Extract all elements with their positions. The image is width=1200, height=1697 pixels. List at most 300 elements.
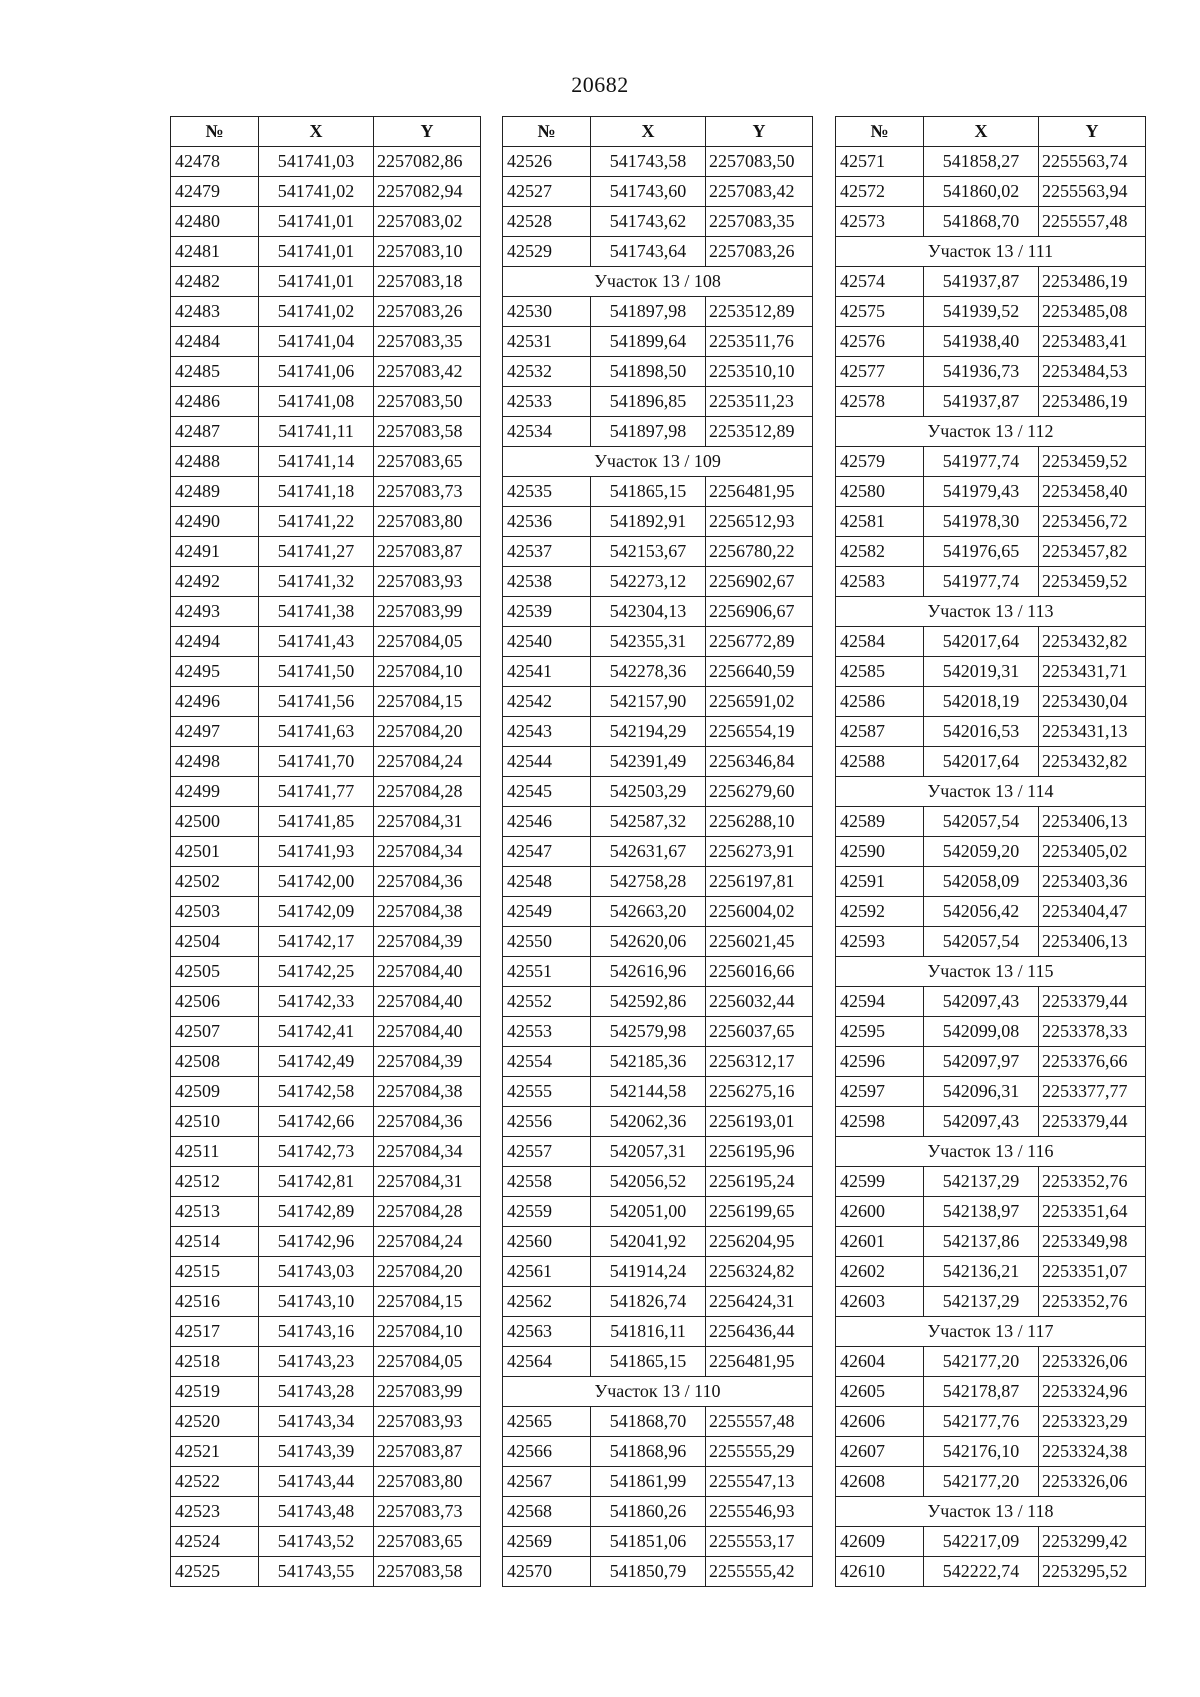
section-title: Участок 13 / 110 — [503, 1377, 813, 1407]
table-row — [836, 867, 1146, 897]
table-row — [503, 717, 813, 747]
x-coordinate-cell: 541868,70 — [591, 1407, 706, 1437]
y-coordinate-cell: 2253324,96 — [1039, 1377, 1146, 1407]
x-coordinate-cell: 541868,70 — [924, 207, 1039, 237]
x-coordinate-cell: 542758,28 — [591, 867, 706, 897]
point-number-cell: 42600 — [836, 1197, 924, 1227]
point-number-cell: 42519 — [171, 1377, 259, 1407]
table-row — [836, 1257, 1146, 1287]
x-coordinate-cell: 542138,97 — [924, 1197, 1039, 1227]
table-row — [836, 837, 1146, 867]
point-number-cell: 42559 — [503, 1197, 591, 1227]
y-coordinate-cell: 2257084,20 — [374, 717, 481, 747]
y-coordinate-cell: 2253379,44 — [1039, 987, 1146, 1017]
table-row — [503, 597, 813, 627]
table-row — [171, 177, 481, 207]
table-row — [836, 327, 1146, 357]
point-number-cell: 42524 — [171, 1527, 259, 1557]
x-coordinate-cell: 541743,10 — [259, 1287, 374, 1317]
x-coordinate-cell: 542177,20 — [924, 1467, 1039, 1497]
point-number-cell: 42575 — [836, 297, 924, 327]
table-row — [503, 1497, 813, 1527]
point-number-cell: 42579 — [836, 447, 924, 477]
point-number-cell: 42511 — [171, 1137, 259, 1167]
point-number-cell: 42501 — [171, 837, 259, 867]
point-number-cell: 42485 — [171, 357, 259, 387]
x-coordinate-cell: 542631,67 — [591, 837, 706, 867]
header-number: № — [503, 117, 591, 147]
table-row — [503, 1467, 813, 1497]
point-number-cell: 42557 — [503, 1137, 591, 1167]
x-coordinate-cell: 541938,40 — [924, 327, 1039, 357]
x-coordinate-cell: 542194,29 — [591, 717, 706, 747]
y-coordinate-cell: 2257084,38 — [374, 1077, 481, 1107]
point-number-cell: 42528 — [503, 207, 591, 237]
y-coordinate-cell: 2257084,40 — [374, 957, 481, 987]
x-coordinate-cell: 541741,08 — [259, 387, 374, 417]
table-row — [171, 837, 481, 867]
point-number-cell: 42594 — [836, 987, 924, 1017]
point-number-cell: 42560 — [503, 1227, 591, 1257]
y-coordinate-cell: 2253483,41 — [1039, 327, 1146, 357]
table-row — [171, 1497, 481, 1527]
point-number-cell: 42516 — [171, 1287, 259, 1317]
section-title: Участок 13 / 113 — [836, 597, 1146, 627]
x-coordinate-cell: 542663,20 — [591, 897, 706, 927]
x-coordinate-cell: 542391,49 — [591, 747, 706, 777]
x-coordinate-cell: 541742,00 — [259, 867, 374, 897]
table-row — [503, 687, 813, 717]
table-row — [503, 537, 813, 567]
table-row — [836, 1167, 1146, 1197]
point-number-cell: 42520 — [171, 1407, 259, 1437]
x-coordinate-cell: 542273,12 — [591, 567, 706, 597]
header-x: X — [924, 117, 1039, 147]
x-coordinate-cell: 541976,65 — [924, 537, 1039, 567]
table-row — [836, 657, 1146, 687]
x-coordinate-cell: 542062,36 — [591, 1107, 706, 1137]
point-number-cell: 42546 — [503, 807, 591, 837]
x-coordinate-cell: 542579,98 — [591, 1017, 706, 1047]
point-number-cell: 42518 — [171, 1347, 259, 1377]
y-coordinate-cell: 2253323,29 — [1039, 1407, 1146, 1437]
point-number-cell: 42563 — [503, 1317, 591, 1347]
y-coordinate-cell: 2257084,10 — [374, 657, 481, 687]
header-number: № — [171, 117, 259, 147]
x-coordinate-cell: 542157,90 — [591, 687, 706, 717]
point-number-cell: 42491 — [171, 537, 259, 567]
x-coordinate-cell: 541979,43 — [924, 477, 1039, 507]
x-coordinate-cell: 541892,91 — [591, 507, 706, 537]
y-coordinate-cell: 2253349,98 — [1039, 1227, 1146, 1257]
table-row — [171, 447, 481, 477]
x-coordinate-cell: 541741,04 — [259, 327, 374, 357]
table-row — [171, 207, 481, 237]
table-row — [171, 867, 481, 897]
point-number-cell: 42478 — [171, 147, 259, 177]
x-coordinate-cell: 541741,63 — [259, 717, 374, 747]
x-coordinate-cell: 541743,16 — [259, 1317, 374, 1347]
y-coordinate-cell: 2255557,48 — [706, 1407, 813, 1437]
point-number-cell: 42595 — [836, 1017, 924, 1047]
y-coordinate-cell: 2253510,10 — [706, 357, 813, 387]
point-number-cell: 42591 — [836, 867, 924, 897]
header-y: Y — [374, 117, 481, 147]
x-coordinate-cell: 541741,03 — [259, 147, 374, 177]
table-row — [171, 417, 481, 447]
point-number-cell: 42494 — [171, 627, 259, 657]
table-row — [171, 597, 481, 627]
y-coordinate-cell: 2257084,24 — [374, 1227, 481, 1257]
y-coordinate-cell: 2257084,40 — [374, 1017, 481, 1047]
y-coordinate-cell: 2253351,64 — [1039, 1197, 1146, 1227]
y-coordinate-cell: 2257083,42 — [374, 357, 481, 387]
point-number-cell: 42548 — [503, 867, 591, 897]
table-row — [503, 927, 813, 957]
y-coordinate-cell: 2255563,94 — [1039, 177, 1146, 207]
table-row — [503, 1137, 813, 1167]
y-coordinate-cell: 2257083,58 — [374, 417, 481, 447]
x-coordinate-cell: 541743,34 — [259, 1407, 374, 1437]
y-coordinate-cell: 2253430,04 — [1039, 687, 1146, 717]
point-number-cell: 42498 — [171, 747, 259, 777]
y-coordinate-cell: 2257084,20 — [374, 1257, 481, 1287]
x-coordinate-cell: 541742,58 — [259, 1077, 374, 1107]
x-coordinate-cell: 542616,96 — [591, 957, 706, 987]
table-row — [171, 777, 481, 807]
table-row — [503, 327, 813, 357]
x-coordinate-cell: 542503,29 — [591, 777, 706, 807]
x-coordinate-cell: 541937,87 — [924, 267, 1039, 297]
point-number-cell: 42531 — [503, 327, 591, 357]
table-row — [503, 1347, 813, 1377]
x-coordinate-cell: 541743,39 — [259, 1437, 374, 1467]
x-coordinate-cell: 541743,60 — [591, 177, 706, 207]
table-row — [171, 387, 481, 417]
y-coordinate-cell: 2253486,19 — [1039, 387, 1146, 417]
y-coordinate-cell: 2257083,99 — [374, 597, 481, 627]
point-number-cell: 42570 — [503, 1557, 591, 1587]
table-row — [503, 837, 813, 867]
x-coordinate-cell: 542097,97 — [924, 1047, 1039, 1077]
x-coordinate-cell: 542185,36 — [591, 1047, 706, 1077]
y-coordinate-cell: 2256481,95 — [706, 477, 813, 507]
x-coordinate-cell: 541816,11 — [591, 1317, 706, 1347]
table-header-row — [171, 117, 481, 147]
x-coordinate-cell: 541897,98 — [591, 417, 706, 447]
table-row — [503, 357, 813, 387]
section-row — [503, 1377, 813, 1407]
y-coordinate-cell: 2257082,94 — [374, 177, 481, 207]
y-coordinate-cell: 2253511,23 — [706, 387, 813, 417]
x-coordinate-cell: 541741,18 — [259, 477, 374, 507]
x-coordinate-cell: 541742,66 — [259, 1107, 374, 1137]
x-coordinate-cell: 541741,22 — [259, 507, 374, 537]
y-coordinate-cell: 2253432,82 — [1039, 747, 1146, 777]
x-coordinate-cell: 541743,48 — [259, 1497, 374, 1527]
table-row — [503, 1287, 813, 1317]
header-x: X — [259, 117, 374, 147]
y-coordinate-cell: 2256288,10 — [706, 807, 813, 837]
point-number-cell: 42599 — [836, 1167, 924, 1197]
y-coordinate-cell: 2253376,66 — [1039, 1047, 1146, 1077]
point-number-cell: 42556 — [503, 1107, 591, 1137]
table-row — [171, 1347, 481, 1377]
table-row — [503, 807, 813, 837]
point-number-cell: 42523 — [171, 1497, 259, 1527]
y-coordinate-cell: 2257083,80 — [374, 1467, 481, 1497]
x-coordinate-cell: 542018,19 — [924, 687, 1039, 717]
point-number-cell: 42481 — [171, 237, 259, 267]
x-coordinate-cell: 541743,44 — [259, 1467, 374, 1497]
table-row — [836, 267, 1146, 297]
section-row — [836, 237, 1146, 267]
x-coordinate-cell: 541742,89 — [259, 1197, 374, 1227]
table-row — [171, 1287, 481, 1317]
table-row — [503, 567, 813, 597]
x-coordinate-cell: 541742,09 — [259, 897, 374, 927]
table-row — [503, 1107, 813, 1137]
table-row — [503, 1197, 813, 1227]
y-coordinate-cell: 2253406,13 — [1039, 807, 1146, 837]
x-coordinate-cell: 542177,20 — [924, 1347, 1039, 1377]
y-coordinate-cell: 2253431,71 — [1039, 657, 1146, 687]
table-row — [836, 1347, 1146, 1377]
table-row — [836, 1077, 1146, 1107]
point-number-cell: 42583 — [836, 567, 924, 597]
y-coordinate-cell: 2255557,48 — [1039, 207, 1146, 237]
y-coordinate-cell: 2253379,44 — [1039, 1107, 1146, 1137]
table-row — [836, 687, 1146, 717]
table-row — [503, 1047, 813, 1077]
point-number-cell: 42515 — [171, 1257, 259, 1287]
table-row — [171, 627, 481, 657]
table-row — [171, 147, 481, 177]
y-coordinate-cell: 2255555,42 — [706, 1557, 813, 1587]
point-number-cell: 42573 — [836, 207, 924, 237]
x-coordinate-cell: 541851,06 — [591, 1527, 706, 1557]
y-coordinate-cell: 2257083,26 — [706, 237, 813, 267]
y-coordinate-cell: 2253486,19 — [1039, 267, 1146, 297]
point-number-cell: 42509 — [171, 1077, 259, 1107]
point-number-cell: 42597 — [836, 1077, 924, 1107]
x-coordinate-cell: 542017,64 — [924, 747, 1039, 777]
page-number: 20682 — [571, 72, 629, 97]
table-row — [171, 1017, 481, 1047]
point-number-cell: 42551 — [503, 957, 591, 987]
table-row — [836, 207, 1146, 237]
table-row — [503, 1407, 813, 1437]
x-coordinate-cell: 542017,64 — [924, 627, 1039, 657]
x-coordinate-cell: 541741,01 — [259, 267, 374, 297]
x-coordinate-cell: 541896,85 — [591, 387, 706, 417]
table-row — [171, 1557, 481, 1587]
point-number-cell: 42604 — [836, 1347, 924, 1377]
y-coordinate-cell: 2257083,87 — [374, 1437, 481, 1467]
table-row — [171, 1407, 481, 1437]
point-number-cell: 42558 — [503, 1167, 591, 1197]
table-row — [171, 1167, 481, 1197]
table-row — [171, 657, 481, 687]
point-number-cell: 42549 — [503, 897, 591, 927]
point-number-cell: 42593 — [836, 927, 924, 957]
point-number-cell: 42493 — [171, 597, 259, 627]
y-coordinate-cell: 2255555,29 — [706, 1437, 813, 1467]
point-number-cell: 42553 — [503, 1017, 591, 1047]
table-row — [503, 867, 813, 897]
x-coordinate-cell: 541850,79 — [591, 1557, 706, 1587]
x-coordinate-cell: 542016,53 — [924, 717, 1039, 747]
point-number-cell: 42601 — [836, 1227, 924, 1257]
y-coordinate-cell: 2256481,95 — [706, 1347, 813, 1377]
point-number-cell: 42543 — [503, 717, 591, 747]
x-coordinate-cell: 541742,33 — [259, 987, 374, 1017]
table-row — [171, 1227, 481, 1257]
x-coordinate-cell: 541742,41 — [259, 1017, 374, 1047]
y-coordinate-cell: 2255546,93 — [706, 1497, 813, 1527]
table-row — [503, 657, 813, 687]
table-row — [171, 1047, 481, 1077]
y-coordinate-cell: 2253326,06 — [1039, 1467, 1146, 1497]
x-coordinate-cell: 541741,01 — [259, 207, 374, 237]
table-row — [171, 747, 481, 777]
y-coordinate-cell: 2257084,31 — [374, 807, 481, 837]
table-row — [836, 537, 1146, 567]
section-title: Участок 13 / 109 — [503, 447, 813, 477]
point-number-cell: 42569 — [503, 1527, 591, 1557]
y-coordinate-cell: 2253457,82 — [1039, 537, 1146, 567]
x-coordinate-cell: 541742,96 — [259, 1227, 374, 1257]
x-coordinate-cell: 542099,08 — [924, 1017, 1039, 1047]
coordinates-table-1 — [170, 116, 481, 1587]
point-number-cell: 42479 — [171, 177, 259, 207]
point-number-cell: 42609 — [836, 1527, 924, 1557]
point-number-cell: 42607 — [836, 1437, 924, 1467]
x-coordinate-cell: 541743,23 — [259, 1347, 374, 1377]
x-coordinate-cell: 542592,86 — [591, 987, 706, 1017]
y-coordinate-cell: 2256346,84 — [706, 747, 813, 777]
x-coordinate-cell: 541742,81 — [259, 1167, 374, 1197]
y-coordinate-cell: 2256195,96 — [706, 1137, 813, 1167]
y-coordinate-cell: 2255563,74 — [1039, 147, 1146, 177]
y-coordinate-cell: 2257084,36 — [374, 867, 481, 897]
x-coordinate-cell: 541741,70 — [259, 747, 374, 777]
x-coordinate-cell: 542097,43 — [924, 987, 1039, 1017]
y-coordinate-cell: 2255553,17 — [706, 1527, 813, 1557]
table-row — [171, 807, 481, 837]
point-number-cell: 42568 — [503, 1497, 591, 1527]
y-coordinate-cell: 2257083,99 — [374, 1377, 481, 1407]
x-coordinate-cell: 541860,02 — [924, 177, 1039, 207]
y-coordinate-cell: 2253431,13 — [1039, 717, 1146, 747]
y-coordinate-cell: 2253485,08 — [1039, 297, 1146, 327]
y-coordinate-cell: 2253377,77 — [1039, 1077, 1146, 1107]
point-number-cell: 42488 — [171, 447, 259, 477]
y-coordinate-cell: 2257084,39 — [374, 927, 481, 957]
y-coordinate-cell: 2257083,18 — [374, 267, 481, 297]
table-row — [171, 537, 481, 567]
y-coordinate-cell: 2257083,50 — [706, 147, 813, 177]
section-row — [836, 777, 1146, 807]
table-row — [836, 507, 1146, 537]
x-coordinate-cell: 542176,10 — [924, 1437, 1039, 1467]
y-coordinate-cell: 2253295,52 — [1039, 1557, 1146, 1587]
y-coordinate-cell: 2257083,58 — [374, 1557, 481, 1587]
x-coordinate-cell: 542217,09 — [924, 1527, 1039, 1557]
y-coordinate-cell: 2256032,44 — [706, 987, 813, 1017]
x-coordinate-cell: 541741,93 — [259, 837, 374, 867]
coordinates-table-2 — [502, 116, 813, 1587]
x-coordinate-cell: 541741,50 — [259, 657, 374, 687]
y-coordinate-cell: 2257084,34 — [374, 837, 481, 867]
table-row — [171, 1527, 481, 1557]
point-number-cell: 42527 — [503, 177, 591, 207]
x-coordinate-cell: 542620,06 — [591, 927, 706, 957]
point-number-cell: 42592 — [836, 897, 924, 927]
y-coordinate-cell: 2256004,02 — [706, 897, 813, 927]
point-number-cell: 42596 — [836, 1047, 924, 1077]
x-coordinate-cell: 542137,86 — [924, 1227, 1039, 1257]
table-row — [503, 627, 813, 657]
point-number-cell: 42581 — [836, 507, 924, 537]
y-coordinate-cell: 2257083,93 — [374, 567, 481, 597]
point-number-cell: 42574 — [836, 267, 924, 297]
table-row — [503, 207, 813, 237]
x-coordinate-cell: 541865,15 — [591, 477, 706, 507]
point-number-cell: 42572 — [836, 177, 924, 207]
y-coordinate-cell: 2256279,60 — [706, 777, 813, 807]
y-coordinate-cell: 2257084,05 — [374, 1347, 481, 1377]
point-number-cell: 42602 — [836, 1257, 924, 1287]
x-coordinate-cell: 541936,73 — [924, 357, 1039, 387]
table-row — [836, 147, 1146, 177]
x-coordinate-cell: 541742,73 — [259, 1137, 374, 1167]
table-row — [503, 297, 813, 327]
y-coordinate-cell: 2257084,05 — [374, 627, 481, 657]
table-row — [836, 1557, 1146, 1587]
x-coordinate-cell: 542057,31 — [591, 1137, 706, 1167]
table-row — [836, 987, 1146, 1017]
table-row — [836, 1017, 1146, 1047]
point-number-cell: 42562 — [503, 1287, 591, 1317]
point-number-cell: 42502 — [171, 867, 259, 897]
x-coordinate-cell: 541898,50 — [591, 357, 706, 387]
x-coordinate-cell: 541977,74 — [924, 447, 1039, 477]
point-number-cell: 42522 — [171, 1467, 259, 1497]
y-coordinate-cell: 2253326,06 — [1039, 1347, 1146, 1377]
point-number-cell: 42561 — [503, 1257, 591, 1287]
table-header-row — [503, 117, 813, 147]
x-coordinate-cell: 541741,02 — [259, 177, 374, 207]
x-coordinate-cell: 541741,32 — [259, 567, 374, 597]
point-number-cell: 42584 — [836, 627, 924, 657]
x-coordinate-cell: 541741,77 — [259, 777, 374, 807]
y-coordinate-cell: 2253352,76 — [1039, 1287, 1146, 1317]
table-row — [836, 477, 1146, 507]
point-number-cell: 42571 — [836, 147, 924, 177]
point-number-cell: 42517 — [171, 1317, 259, 1347]
x-coordinate-cell: 541743,58 — [591, 147, 706, 177]
table-row — [171, 327, 481, 357]
table-row — [836, 1467, 1146, 1497]
point-number-cell: 42507 — [171, 1017, 259, 1047]
table-row — [503, 1227, 813, 1257]
header-y: Y — [1039, 117, 1146, 147]
point-number-cell: 42496 — [171, 687, 259, 717]
point-number-cell: 42582 — [836, 537, 924, 567]
table-row — [836, 927, 1146, 957]
y-coordinate-cell: 2257084,31 — [374, 1167, 481, 1197]
